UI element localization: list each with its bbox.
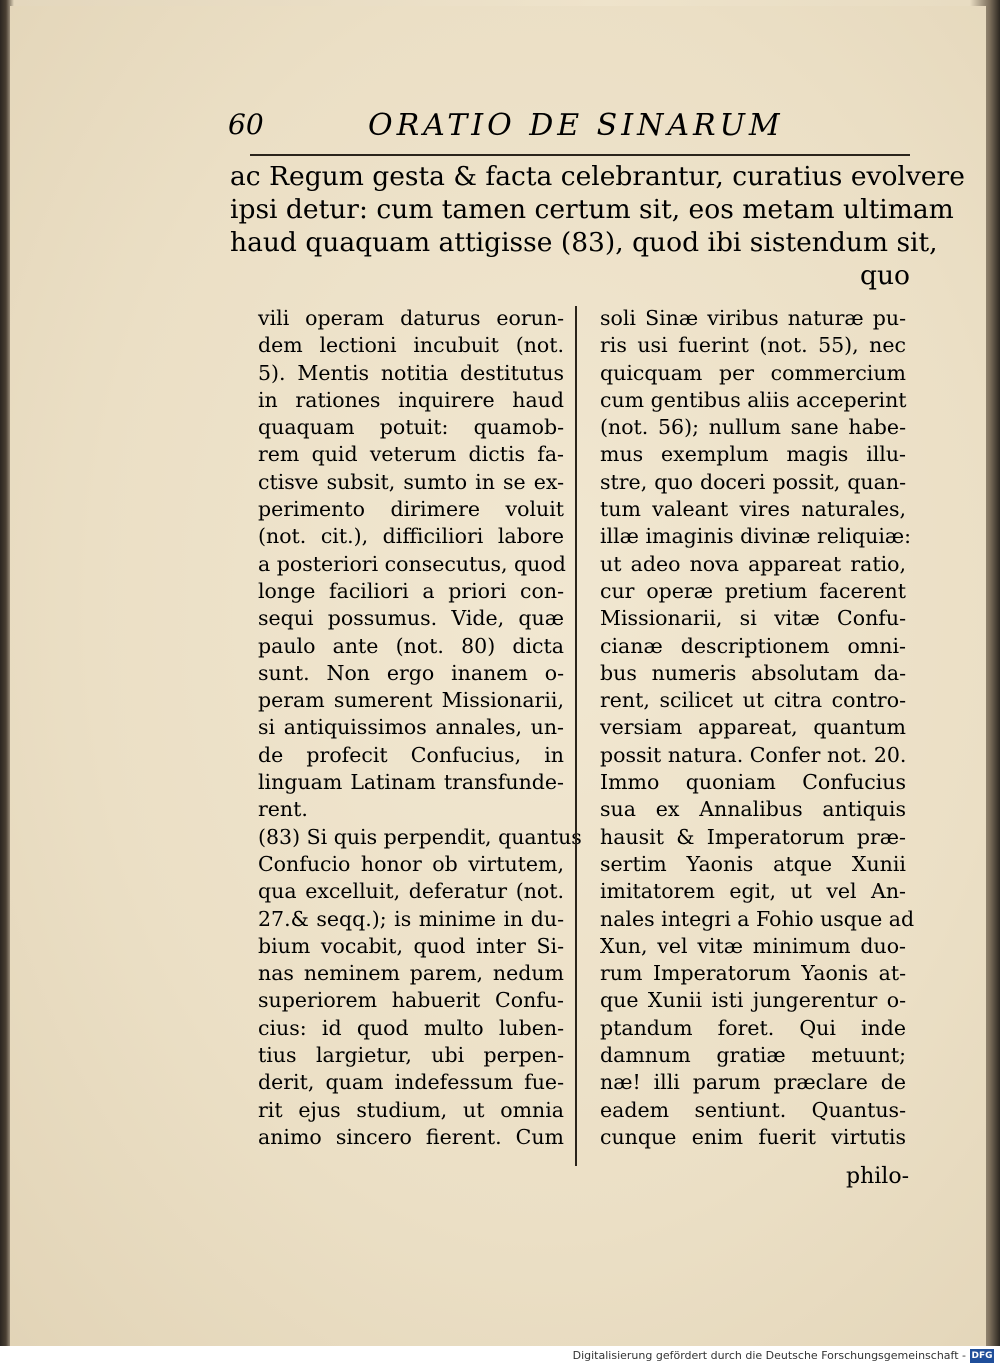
footnote-line: quaquam potuit: quamob- (258, 415, 564, 440)
footnote-line: hausit & Imperatorum præ- (600, 824, 906, 849)
footnote-line: rent, scilicet ut citra contro- (600, 688, 906, 713)
header-rule (250, 154, 910, 156)
footnote-line: versiam appareat, quantum (600, 715, 906, 740)
column-divider (575, 306, 577, 1166)
digitization-footer (0, 1346, 1000, 1367)
footnote-line: peram sumerent Missionarii, (258, 688, 564, 713)
page-number: 60 (228, 108, 264, 141)
footnote-line: Immo quoniam Confucius (600, 770, 906, 795)
footnote-line: rent. (258, 797, 308, 822)
footnote-line: bus numeris absolutam da- (600, 660, 906, 685)
footnote-line: sertim Yaonis atque Xunii (600, 851, 906, 876)
footnote-line: possit natura. Confer not. 20. (600, 742, 907, 767)
footnote-line: (83) Si quis perpendit, quantus (258, 824, 582, 849)
footnote-line: cius: id quod multo luben- (258, 1015, 564, 1040)
footnote-line: næ! illi parum præclare de (600, 1070, 906, 1095)
catchword: philo- (846, 1164, 910, 1189)
footnote-line: mus exemplum magis illu- (600, 442, 906, 467)
running-head (228, 108, 908, 148)
footnote-line: que Xunii isti jungerentur o- (600, 988, 906, 1013)
footnote-line: de profecit Confucius, in (258, 742, 564, 767)
footnote-line: linguam Latinam transfunde- (258, 770, 564, 795)
footnote-line: Missionarii, si vitæ Confu- (600, 606, 906, 631)
footnote-line: rit ejus studium, ut omnia (258, 1097, 564, 1122)
footnote-line: vili operam daturus eorun- (258, 306, 564, 330)
main-text-line: quo (860, 260, 910, 291)
footnote-line: sunt. Non ergo inanem o- (258, 660, 564, 685)
footnote-line: illæ imaginis divinæ reliquiæ: (600, 524, 912, 549)
footnote-line: ptandum foret. Qui inde (600, 1015, 906, 1040)
footnote-line: bium vocabit, quod inter Si- (258, 933, 564, 958)
funding-credit: Digitalisierung gefördert durch die Deutsche Forschungsgemeinschaft - (572, 1349, 966, 1362)
footnote-line: 27.& seqq.); is minime in du- (258, 906, 564, 931)
footnote-line: derit, quam indefessum fue- (258, 1070, 564, 1095)
footnote-line: 5). Mentis notitia destitutus (258, 360, 564, 385)
footnote-line: paulo ante (not. 80) dicta (258, 633, 564, 658)
footnote-line: sequi possumus. Vide, quæ (258, 606, 564, 631)
footnote-line: imitatorem egit, ut vel An- (600, 879, 906, 904)
footnote-line: Confucio honor ob virtutem, (258, 851, 564, 876)
footnote-line: nas neminem parem, nedum (258, 961, 564, 986)
footnote-line: cur operæ pretium facerent (600, 578, 906, 603)
footnote-line: cum gentibus aliis acceperint (600, 387, 907, 412)
main-text-line: ipsi detur: cum tamen certum sit, eos metam ultimam (230, 194, 954, 225)
footnote-line: soli Sinæ viribus naturæ pu- (600, 306, 906, 330)
footnote-line: cunque enim fuerit virtutis (600, 1124, 906, 1149)
footnote-line: nales integri a Fohio usque ad (600, 906, 915, 931)
main-text-block (230, 160, 965, 292)
footnote-line: tum valeant vires naturales, (600, 497, 906, 522)
footnote-line: qua excelluit, deferatur (not. (258, 879, 564, 904)
footnote-line: (not. cit.), difficiliori labore (258, 524, 564, 549)
footnote-line: stre, quo doceri possit, quan- (600, 469, 906, 494)
main-text-line: haud quaquam attigisse (83), quod ibi sistendum sit, (230, 227, 938, 258)
footnote-line: rum Imperatorum Yaonis at- (600, 961, 906, 986)
running-title: ORATIO DE SINARUM (368, 108, 784, 143)
footnote-line: superiorem habuerit Confu- (258, 988, 564, 1013)
footnote-line: damnum gratiæ metuunt; (600, 1043, 906, 1068)
footnote-line: animo sincero fierent. Cum (258, 1124, 564, 1149)
footnote-line: in rationes inquirere haud (258, 387, 564, 412)
footnote-line: rem quid veterum dictis fa- (258, 442, 564, 467)
footnote-line: ctisve subsit, sumto in se ex- (258, 469, 564, 494)
footnote-line: quicquam per commercium (600, 360, 906, 385)
footnote-line: tius largietur, ubi perpen- (258, 1043, 564, 1068)
footnote-line: a posteriori consecutus, quod (258, 551, 566, 576)
footnote-line: perimento dirimere voluit (258, 497, 564, 522)
footnote-line: ut adeo nova appareat ratio, (600, 551, 906, 576)
footnote-line: eadem sentiunt. Quantus- (600, 1097, 906, 1122)
footnote-line: ris usi fuerint (not. 55), nec (600, 333, 906, 358)
footnote-line: Xun, vel vitæ minimum duo- (600, 933, 906, 958)
footnote-column-left (258, 305, 582, 1151)
footnote-line: longe faciliori a priori con- (258, 578, 564, 603)
dfg-logo: DFG (971, 1351, 993, 1361)
footnote-line: dem lectioni incubuit (not. (258, 333, 564, 358)
footnote-line: sua ex Annalibus antiquis (600, 797, 906, 822)
footnote-column-right (600, 305, 915, 1151)
footnote-line: si antiquissimos annales, un- (258, 715, 564, 740)
main-text-line: ac Regum gesta & facta celebrantur, curatius evolvere (230, 161, 965, 192)
footnote-line: cianæ descriptionem omni- (600, 633, 906, 658)
footnote-line: (not. 56); nullum sane habe- (600, 415, 906, 440)
